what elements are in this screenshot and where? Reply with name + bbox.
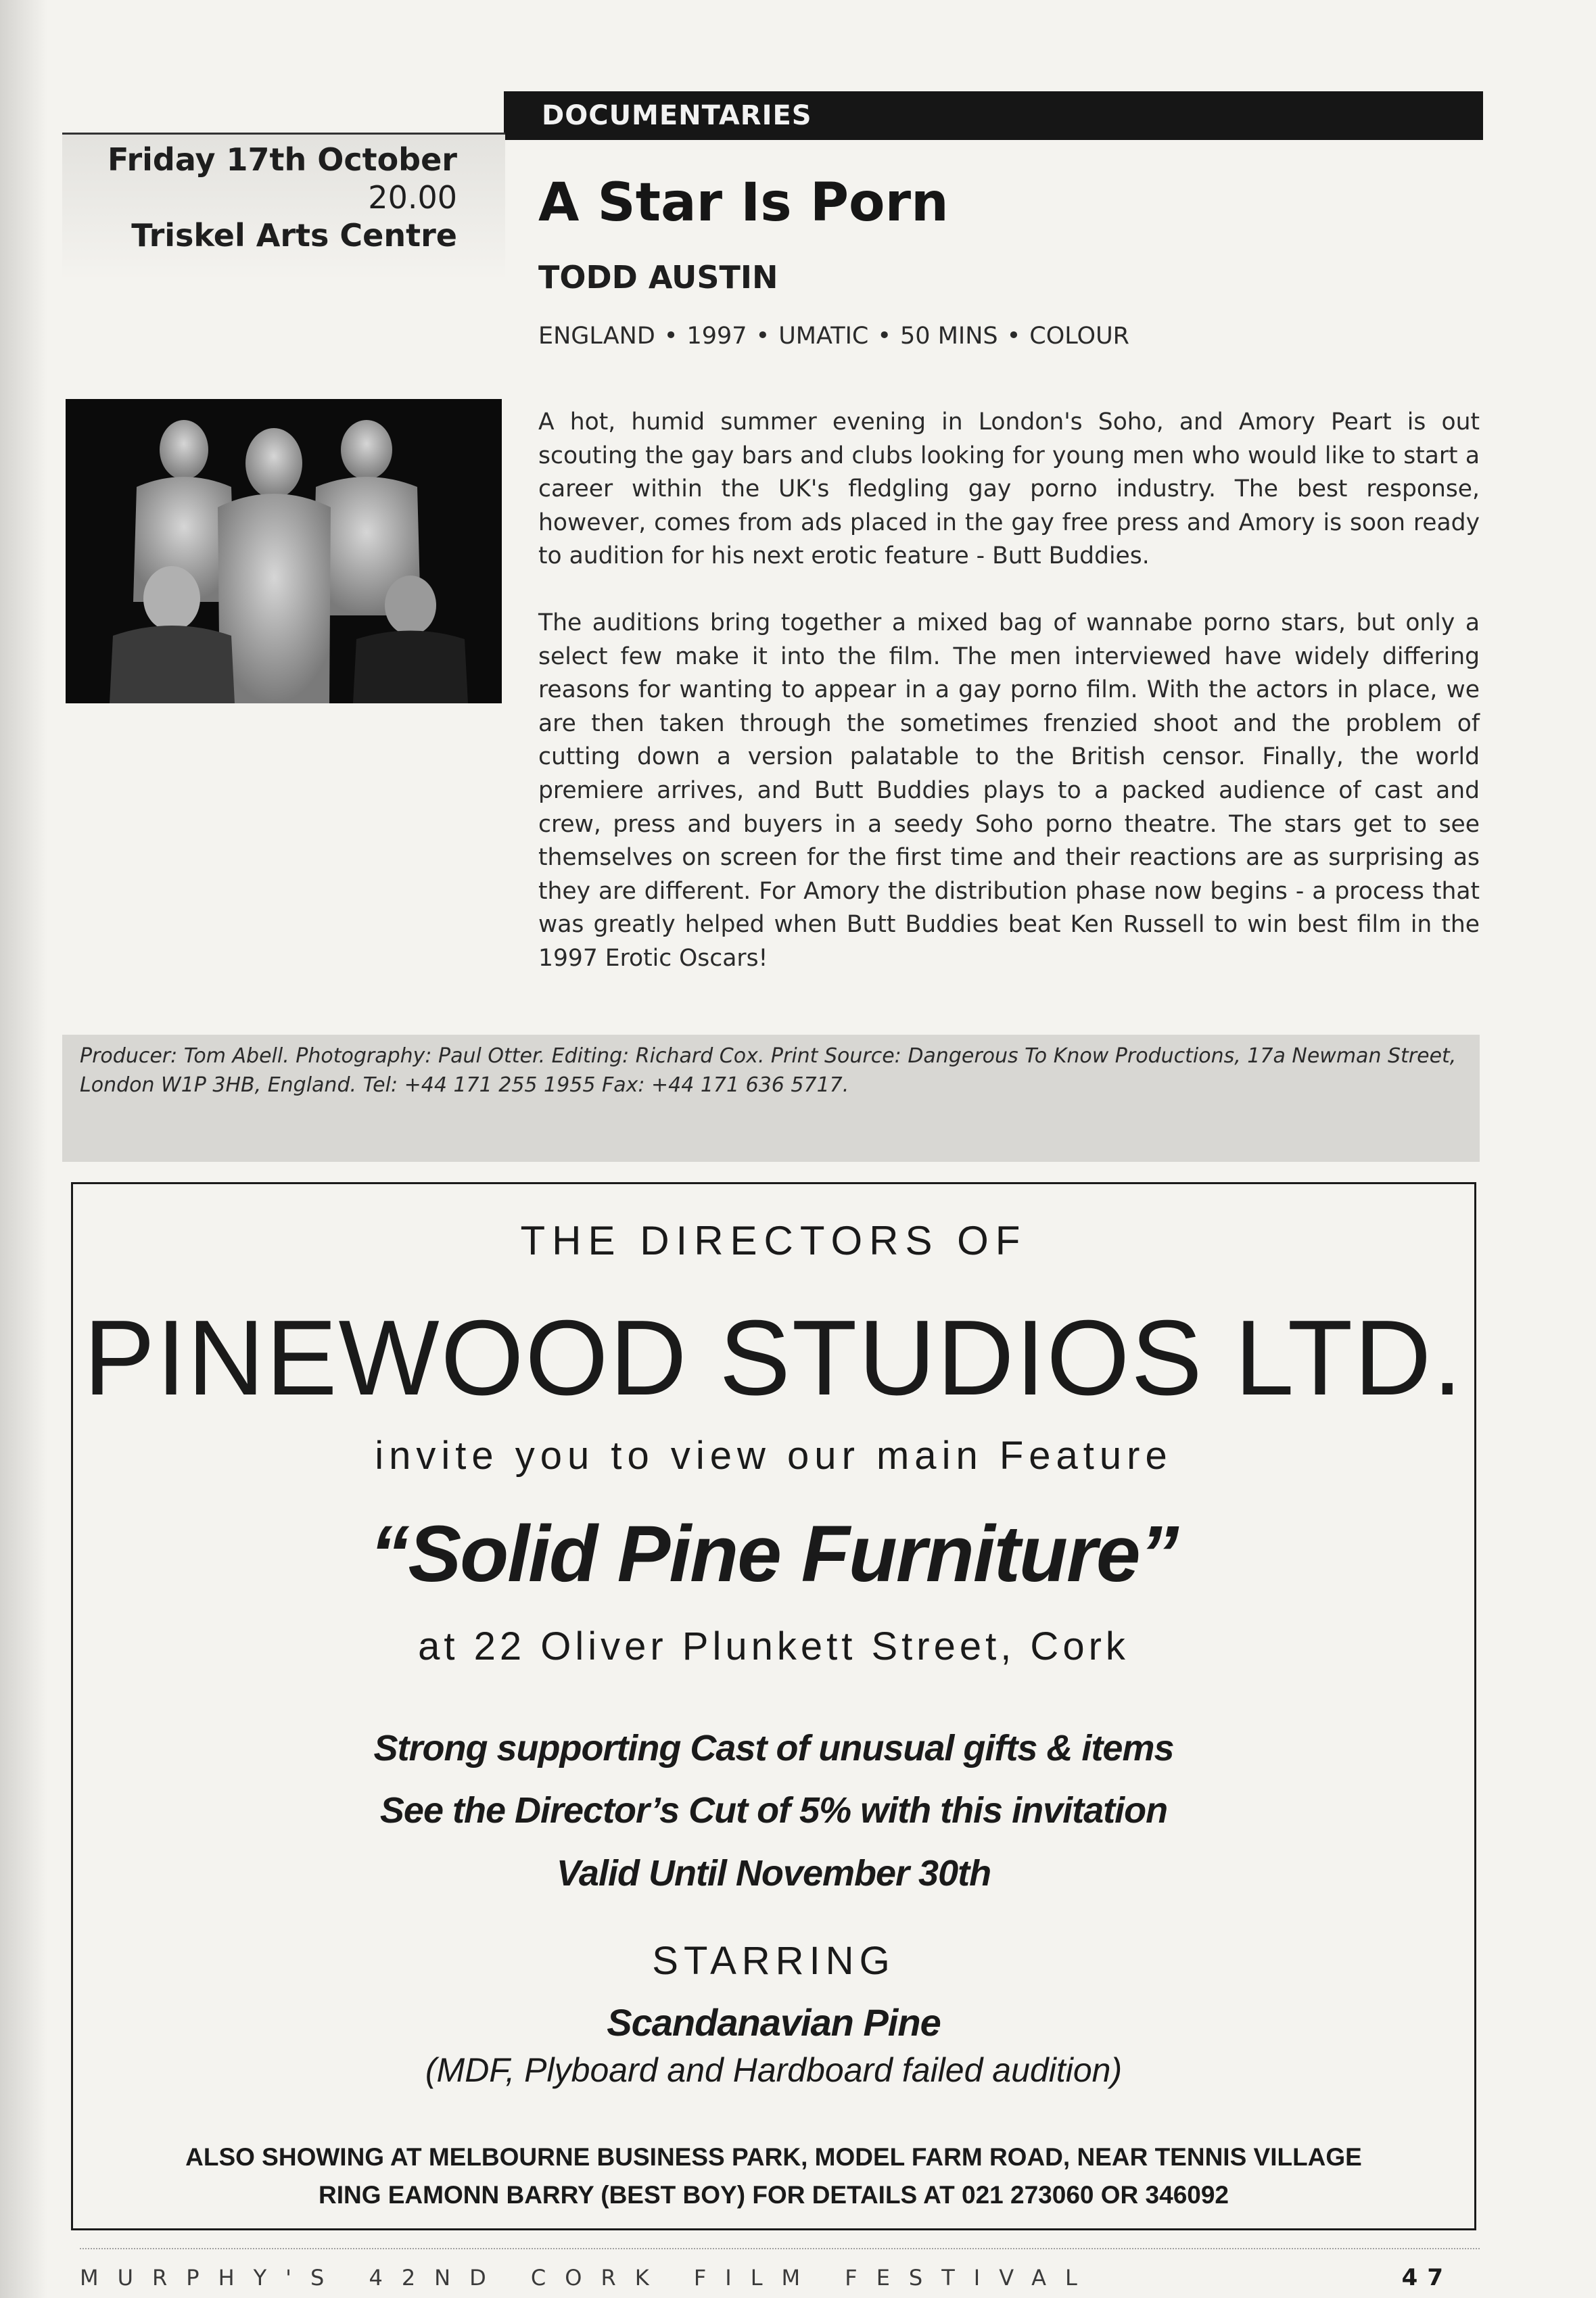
ad-invite-line: invite you to view our main Feature [375, 1434, 1173, 1478]
synopsis-paragraph: A hot, humid summer evening in London's Soho, and Amory Peart is out scouting the gay bars and clubs looking for young men who would like to start a career within the UK's fledgling gay porno industry. The best response, however, comes from ads placed in the gay free press and Amory is soon ready to audition for his next erotic feature - Butt Buddies. [538, 408, 1480, 570]
meta-country: ENGLAND [538, 323, 655, 350]
meta-duration: 50 MINS [900, 323, 998, 350]
ad-footer-line: ALSO SHOWING AT MELBOURNE BUSINESS PARK, MODEL FARM ROAD, NEAR TENNIS VILLAGE [185, 2143, 1362, 2171]
ad-star: Scandanavian Pine [607, 2001, 941, 2044]
screening-info [108, 141, 457, 254]
meta-separator: • [1006, 323, 1021, 350]
meta-separator: • [663, 323, 678, 350]
film-title: A Star Is Porn [538, 172, 949, 233]
film-meta [538, 319, 1129, 353]
ad-feature-title: “Solid Pine Furniture” [369, 1509, 1178, 1599]
meta-colour: COLOUR [1029, 323, 1130, 350]
ad-starring-label: STARRING [652, 1939, 895, 1983]
page-gutter-shadow [0, 0, 47, 2298]
ad-footer-line: RING EAMONN BARRY (BEST BOY) FOR DETAILS AT 021 273060 OR 346092 [318, 2181, 1229, 2209]
film-synopsis [538, 406, 1480, 1009]
page-number: 47 [1401, 2264, 1453, 2291]
screening-venue: Triskel Arts Centre [131, 217, 457, 254]
festival-running-footer: MURPHY'S 42ND CORK FILM FESTIVAL [80, 2265, 1096, 2291]
ad-promo-line: Valid Until November 30th [556, 1853, 991, 1894]
meta-separator: • [877, 323, 892, 350]
film-director: TODD AUSTIN [538, 259, 778, 296]
film-still-photo [66, 399, 502, 703]
screening-date: Friday 17th October [107, 141, 457, 178]
footer-rule [80, 2248, 1480, 2249]
film-credits: Producer: Tom Abell. Photography: Paul Otter. Editing: Richard Cox. Print Source: Dangerous To Know Productions, 17a Newman Street, London W1P 3HB, England. Tel: +44 171 255 1955 Fax: +44 171 636 5717. [80, 1044, 1457, 1097]
ad-failed-audition: (MDF, Plyboard and Hardboard failed audition) [425, 2051, 1123, 2089]
ad-promo-line: Strong supporting Cast of unusual gifts & items [373, 1728, 1174, 1768]
screening-time: 20.00 [368, 179, 457, 216]
section-header: DOCUMENTARIES [504, 91, 1483, 140]
synopsis-paragraph: The auditions bring together a mixed bag of wannabe porno stars, but only a select few make it into the film. The men interviewed have widely differing reasons for wanting to appear in a gay porno film. With the actors in place, we are then taken through the sometimes frenzied shoot and the problem of cutting down a version palatable to the British censor. Finally, the world premiere arrives, and Butt Buddies plays to a packed audience of cast and crew, press and buyers in a seedy Soho porno theatre. The stars get to see themselves on screen for the first time and their reactions are as surprising as they are different. For Amory the distribution phase now begins - a process that was greatly helped when Butt Buddies beat Ken Russell to win best film in the 1997 Erotic Oscars! [538, 609, 1480, 972]
meta-year: 1997 [686, 323, 747, 350]
meta-separator: • [755, 323, 770, 350]
ad-address: at 22 Oliver Plunkett Street, Cork [418, 1624, 1129, 1668]
ad-promo-line: See the Director’s Cut of 5% with this invitation [379, 1790, 1168, 1831]
meta-format: UMATIC [778, 323, 869, 350]
ad-eyebrow: THE DIRECTORS OF [520, 1218, 1027, 1263]
film-still-illustration [66, 399, 502, 703]
ad-company-name: PINEWOOD STUDIOS LTD. [83, 1298, 1464, 1417]
